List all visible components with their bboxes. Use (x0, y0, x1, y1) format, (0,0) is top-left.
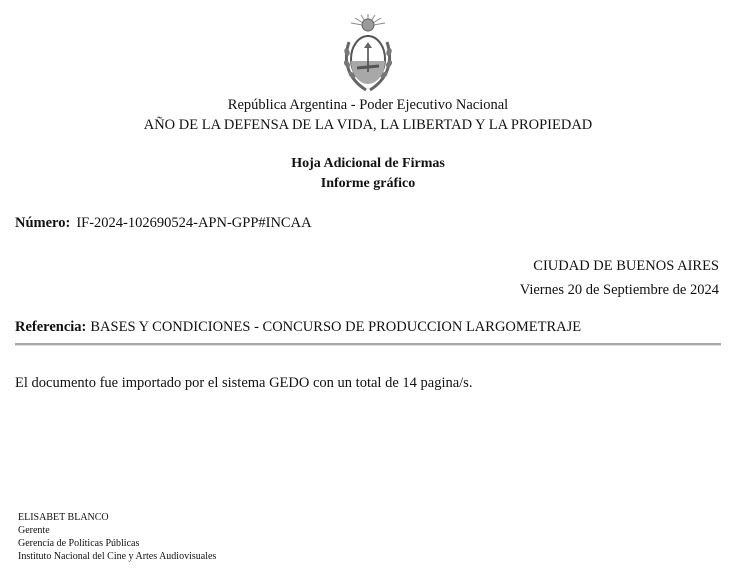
document-date: Viernes 20 de Septiembre de 2024 (519, 282, 719, 298)
header-year-motto: AÑO DE LA DEFENSA DE LA VIDA, LA LIBERTAD Y LA PROPIEDAD (143, 117, 593, 133)
document-number-label: Número: (15, 215, 71, 231)
reference-value: BASES Y CONDICIONES - CONCURSO DE PRODUCCION LARGOMETRAJE (90, 319, 582, 335)
header-government-line: República Argentina - Poder Ejecutivo Nacional (227, 97, 509, 113)
reference-label: Referencia: (15, 319, 87, 335)
signer-department: Gerencia de Políticas Públicas (18, 538, 140, 549)
divider (15, 343, 721, 346)
signer-role: Gerente (18, 525, 50, 536)
signer-name: ELISABET BLANCO (18, 512, 109, 523)
document-body: El documento fue importado por el sistema GEDO con un total de 14 pagina/s. (15, 375, 473, 391)
document-title: Hoja Adicional de Firmas (291, 156, 445, 171)
document-number (15, 215, 312, 232)
coat-of-arms-icon (339, 12, 397, 94)
signature-block (18, 511, 216, 563)
location: CIUDAD DE BUENOS AIRES (533, 258, 719, 274)
signer-institution: Instituto Nacional del Cine y Artes Audiovisuales (18, 551, 217, 562)
reference (15, 319, 581, 336)
document-number-value: IF-2024-102690524-APN-GPP#INCAA (76, 215, 312, 231)
document-subtitle: Informe gráfico (320, 176, 416, 191)
